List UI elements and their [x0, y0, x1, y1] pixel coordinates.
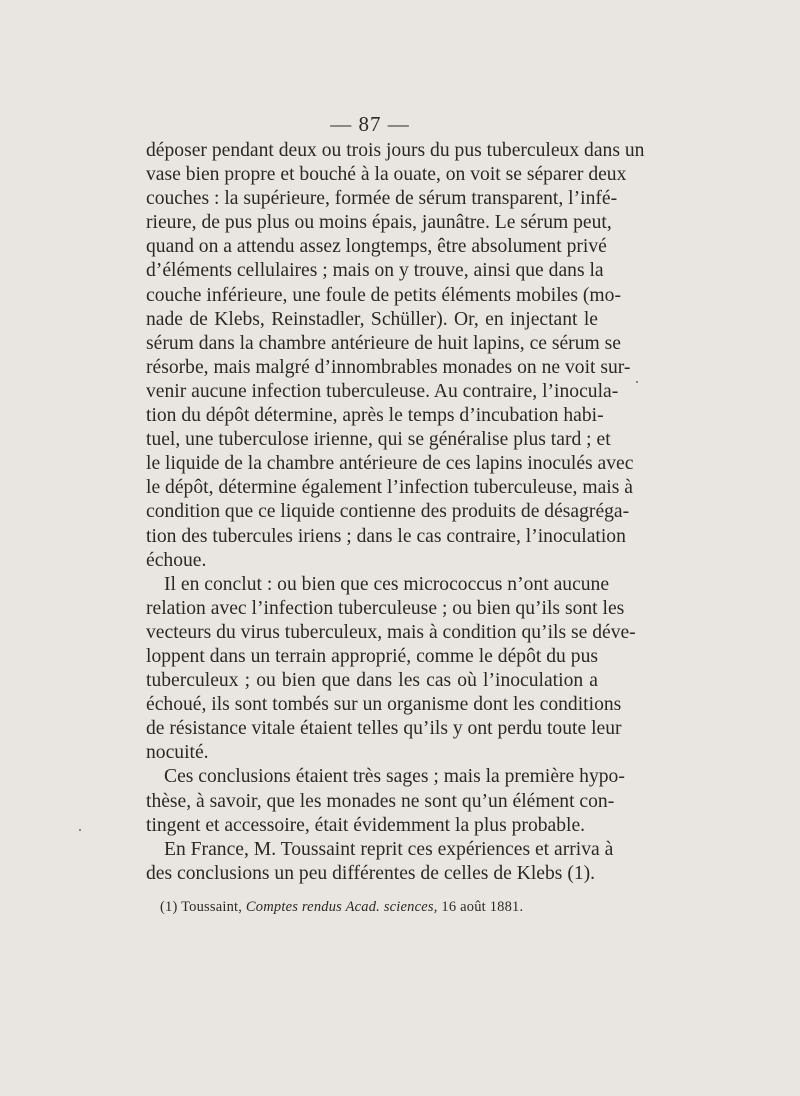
text-line: vase bien propre et bouché à la ouate, on voit se séparer deux — [146, 164, 627, 186]
footnote-date: 16 août 1881. — [441, 899, 524, 915]
text-line: nade de Klebs, Reinstadler, Schüller). Or, en injectant le — [146, 308, 598, 330]
text-line: Ces conclusions étaient très sages ; mais la première hypo- — [164, 766, 625, 788]
text-line: rieure, de pus plus ou moins épais, jaunâtre. Le sérum peut, — [146, 212, 612, 234]
text-line: sérum dans la chambre antérieure de huit lapins, ce sérum se — [146, 332, 621, 354]
text-line: loppent dans un terrain approprié, comme le dépôt du pus — [146, 645, 598, 667]
text-line: de résistance vitale étaient telles qu’ils y ont perdu toute leur — [146, 718, 622, 740]
text-line: résorbe, mais malgré d’innombrables monades on ne voit sur- — [146, 356, 631, 378]
body-text — [146, 139, 645, 886]
text-line: échoue. — [146, 549, 207, 571]
text-line: tuberculeux ; ou bien que dans les cas où l’inoculation a — [146, 670, 598, 692]
text-line: venir aucune infection tuberculeuse. Au contraire, l’inocula- — [146, 380, 619, 402]
text-line: condition que ce liquide contienne des produits de désagréga- — [146, 501, 630, 523]
text-line: Il en conclut : ou bien que ces micrococcus n’ont aucune — [164, 573, 610, 595]
text-line: tion des tubercules iriens ; dans le cas contraire, l’inoculation — [146, 525, 626, 547]
text-line: couche inférieure, une foule de petits éléments mobiles (mo- — [146, 284, 621, 306]
text-line: relation avec l’infection tuberculeuse ; ou bien qu’ils sont les — [146, 597, 625, 619]
text-line: nocuité. — [146, 742, 209, 764]
text-line: quand on a attendu assez longtemps, être absolument privé — [146, 236, 607, 258]
text-line: tuel, une tuberculose irienne, qui se généralise plus tard ; et — [146, 429, 611, 451]
text-line: En France, M. Toussaint reprit ces expériences et arriva à — [164, 838, 614, 860]
text-line: déposer pendant deux ou trois jours du pus tuberculeux dans un — [146, 140, 645, 161]
text-line: tingent et accessoire, était évidemment la plus probable. — [146, 814, 586, 836]
text-line: d’éléments cellulaires ; mais on y trouve, ainsi que dans la — [146, 260, 604, 282]
text-line: vecteurs du virus tuberculeux, mais à condition qu’ils se déve- — [146, 621, 636, 643]
footnote — [160, 899, 523, 916]
text-line: couches : la supérieure, formée de sérum transparent, l’infé- — [146, 188, 618, 210]
text-line: des conclusions un peu différentes de celles de Klebs (1). — [146, 862, 596, 884]
footnote-prefix: (1) Toussaint, — [160, 899, 243, 915]
text-line: thèse, à savoir, que les monades ne sont qu’un élément con- — [146, 790, 615, 812]
text-line: le liquide de la chambre antérieure de ces lapins inoculés avec — [146, 453, 634, 475]
paper-speck — [79, 829, 81, 831]
page-number: — 87 — — [330, 112, 410, 136]
footnote-title: Comptes rendus Acad. sciences, — [245, 899, 438, 915]
text-line: le dépôt, détermine également l’infection tuberculeuse, mais à — [146, 477, 633, 499]
paper-speck — [636, 381, 638, 383]
text-line: échoué, ils sont tombés sur un organisme dont les conditions — [146, 694, 622, 716]
text-line: tion du dépôt détermine, après le temps d’incubation habi- — [146, 405, 604, 427]
